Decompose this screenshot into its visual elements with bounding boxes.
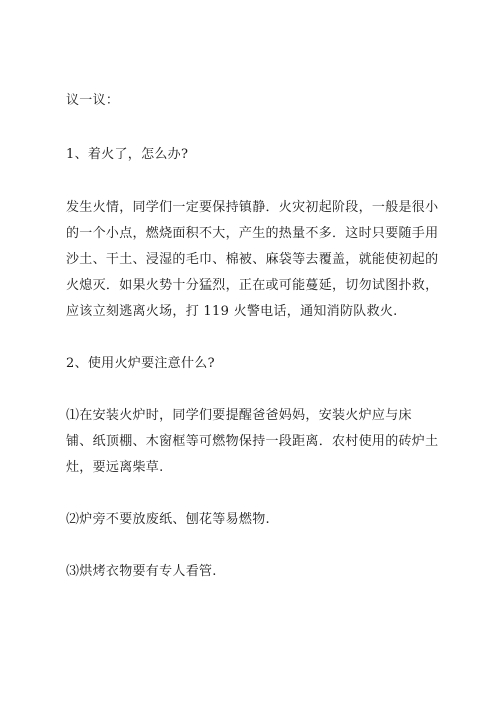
q2-item3: ⑶烘烤衣物要有专人看管. [66, 564, 217, 579]
q2-item1-line: 铺、纸顶棚、木窗框等可燃物保持一段距离．农村使用的砖炉土 [66, 434, 439, 449]
intro-text: 议一议： [66, 93, 120, 108]
q1-paragraph-line: 应该立刻逃离火场，打 119 火警电话，通知消防队救火. [66, 304, 398, 319]
q1-paragraph-line: 火熄灭．如果火势十分猛烈，正在或可能蔓延，切勿试图扑救， [66, 278, 439, 293]
q1-heading: 1、着火了，怎么办? [66, 147, 189, 162]
q2-item2: ⑵炉旁不要放废纸、刨花等易燃物. [66, 512, 270, 527]
q2-item1-line: 灶，要远离柴草. [66, 460, 164, 475]
q2-item1-line: ⑴在安装火炉时，同学们要提醒爸爸妈妈，安装火炉应与床 [66, 408, 412, 423]
q1-paragraph-line: 沙土、干土、浸湿的毛巾、棉被、麻袋等去覆盖，就能使初起的 [66, 252, 439, 267]
q1-paragraph-line: 的一个小点，燃烧面积不大，产生的热量不多．这时只要随手用 [66, 226, 439, 241]
q1-paragraph-line: 发生火情，同学们一定要保持镇静．火灾初起阶段，一般是很小 [66, 200, 439, 215]
q2-heading: 2、使用火炉要注意什么? [66, 356, 215, 371]
